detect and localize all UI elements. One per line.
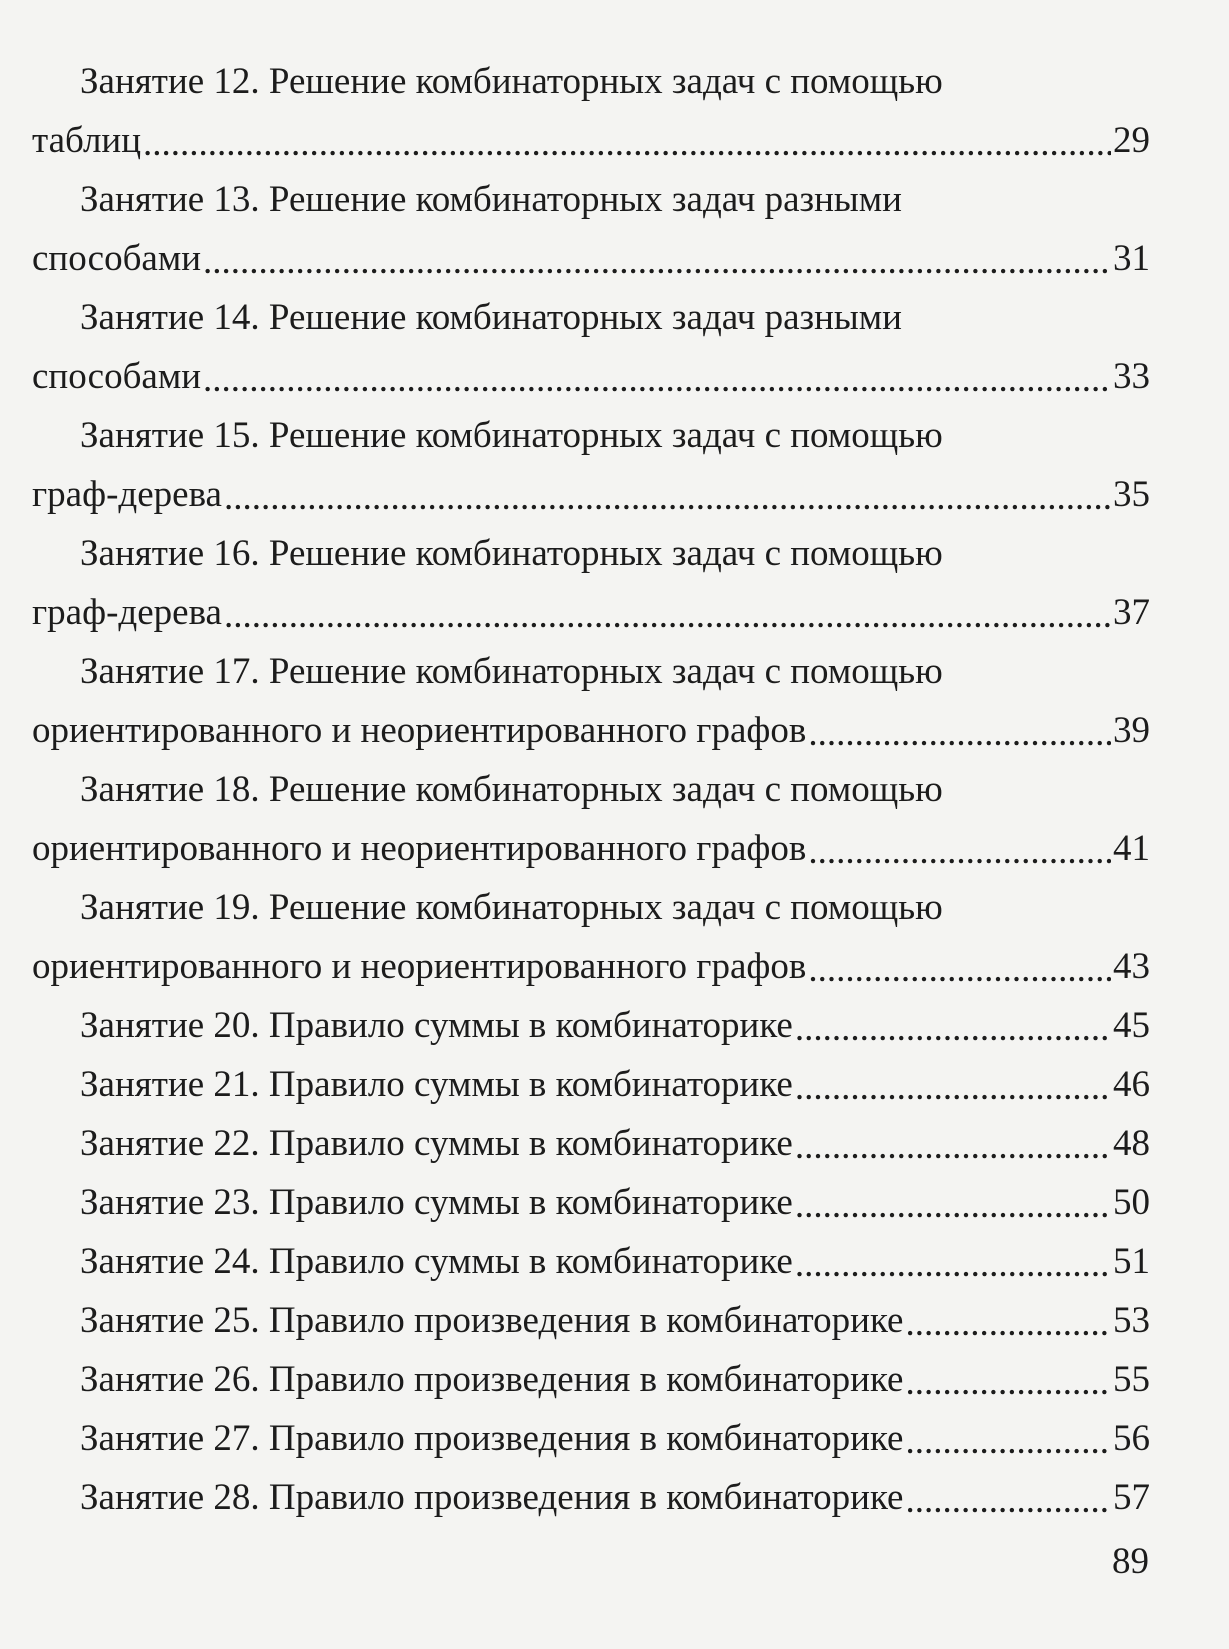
toc-entry-25 xyxy=(32,1291,1150,1350)
toc-entry-title: Занятие 18. Решение комбинаторных задач с помощью xyxy=(80,769,943,810)
toc-page-number: 57 xyxy=(1113,1477,1150,1518)
toc-entry-12 xyxy=(32,52,1150,170)
toc-entry-title: Занятие 21. Правило суммы в комбинаторике xyxy=(80,1064,793,1105)
toc-entry-22 xyxy=(32,1114,1150,1173)
toc-entry-title: Занятие 26. Правило произведения в комбинаторике xyxy=(80,1359,904,1400)
dot-leader xyxy=(808,719,1111,749)
toc-entry-title: Занятие 23. Правило суммы в комбинаторике xyxy=(80,1182,793,1223)
dot-leader xyxy=(808,955,1111,985)
toc-entry-title: Занятие 22. Правило суммы в комбинаторике xyxy=(80,1123,793,1164)
toc-page-number: 45 xyxy=(1113,1005,1150,1046)
toc-entry-title-continuation: ориентированного и неориентированного графов xyxy=(32,710,807,751)
toc-entry-title-continuation: граф-дерева xyxy=(32,592,222,633)
dot-leader xyxy=(905,1427,1111,1457)
dot-leader xyxy=(795,1132,1111,1162)
dot-leader xyxy=(224,601,1111,631)
toc-page-number: 29 xyxy=(1113,120,1150,161)
toc-page-number: 37 xyxy=(1113,592,1150,633)
dot-leader xyxy=(905,1368,1111,1398)
toc-entry-title-continuation: граф-дерева xyxy=(32,474,222,515)
toc-entry-title: Занятие 12. Решение комбинаторных задач с помощью xyxy=(80,61,943,102)
toc-entry-title-continuation: ориентированного и неориентированного графов xyxy=(32,946,807,987)
toc-entry-title: Занятие 27. Правило произведения в комбинаторике xyxy=(80,1418,904,1459)
toc-entry-title: Занятие 16. Решение комбинаторных задач с помощью xyxy=(80,533,943,574)
dot-leader xyxy=(905,1486,1111,1516)
toc-page-number: 55 xyxy=(1113,1359,1150,1400)
toc-entry-title: Занятие 19. Решение комбинаторных задач с помощью xyxy=(80,887,943,928)
toc-entry-title: Занятие 17. Решение комбинаторных задач с помощью xyxy=(80,651,943,692)
toc-page-number: 43 xyxy=(1113,946,1150,987)
toc-entry-13 xyxy=(32,170,1150,288)
toc-entry-title: Занятие 20. Правило суммы в комбинаторике xyxy=(80,1005,793,1046)
toc-entry-19 xyxy=(32,878,1150,996)
toc-entry-23 xyxy=(32,1173,1150,1232)
toc-entry-title-continuation: ориентированного и неориентированного графов xyxy=(32,828,807,869)
toc-page-number: 33 xyxy=(1113,356,1150,397)
dot-leader xyxy=(143,129,1111,159)
toc-page-number: 56 xyxy=(1113,1418,1150,1459)
toc-entry-27 xyxy=(32,1409,1150,1468)
table-of-contents xyxy=(32,52,1150,1527)
toc-entry-14 xyxy=(32,288,1150,406)
toc-page-number: 39 xyxy=(1113,710,1150,751)
toc-entry-title-continuation: таблиц xyxy=(32,120,142,161)
toc-page-number: 31 xyxy=(1113,238,1150,279)
dot-leader xyxy=(795,1250,1111,1280)
dot-leader xyxy=(808,837,1111,867)
dot-leader xyxy=(203,365,1111,395)
toc-entry-20 xyxy=(32,996,1150,1055)
dot-leader xyxy=(795,1073,1111,1103)
toc-page-number: 35 xyxy=(1113,474,1150,515)
toc-entry-16 xyxy=(32,524,1150,642)
toc-entry-28 xyxy=(32,1468,1150,1527)
toc-entry-24 xyxy=(32,1232,1150,1291)
dot-leader xyxy=(203,247,1111,277)
dot-leader xyxy=(795,1014,1111,1044)
toc-entry-title: Занятие 15. Решение комбинаторных задач с помощью xyxy=(80,415,943,456)
toc-entry-title-continuation: способами xyxy=(32,356,202,397)
toc-entry-21 xyxy=(32,1055,1150,1114)
toc-page-number: 53 xyxy=(1113,1300,1150,1341)
dot-leader xyxy=(905,1309,1111,1339)
toc-page-number: 48 xyxy=(1113,1123,1150,1164)
toc-entry-17 xyxy=(32,642,1150,760)
toc-entry-26 xyxy=(32,1350,1150,1409)
toc-page-number: 50 xyxy=(1113,1182,1150,1223)
toc-page-number: 51 xyxy=(1113,1241,1150,1282)
toc-entry-18 xyxy=(32,760,1150,878)
dot-leader xyxy=(795,1191,1111,1221)
toc-entry-title: Занятие 14. Решение комбинаторных задач разными xyxy=(80,297,902,338)
toc-entry-title: Занятие 25. Правило произведения в комбинаторике xyxy=(80,1300,904,1341)
toc-entry-title-continuation: способами xyxy=(32,238,202,279)
toc-entry-title: Занятие 24. Правило суммы в комбинаторике xyxy=(80,1241,793,1282)
toc-entry-title: Занятие 28. Правило произведения в комбинаторике xyxy=(80,1477,904,1518)
toc-entry-title: Занятие 13. Решение комбинаторных задач разными xyxy=(80,179,902,220)
toc-entry-15 xyxy=(32,406,1150,524)
toc-page-number: 46 xyxy=(1113,1064,1150,1105)
toc-page-number: 41 xyxy=(1113,828,1150,869)
dot-leader xyxy=(224,483,1111,513)
page-number: 89 xyxy=(1112,1541,1149,1582)
